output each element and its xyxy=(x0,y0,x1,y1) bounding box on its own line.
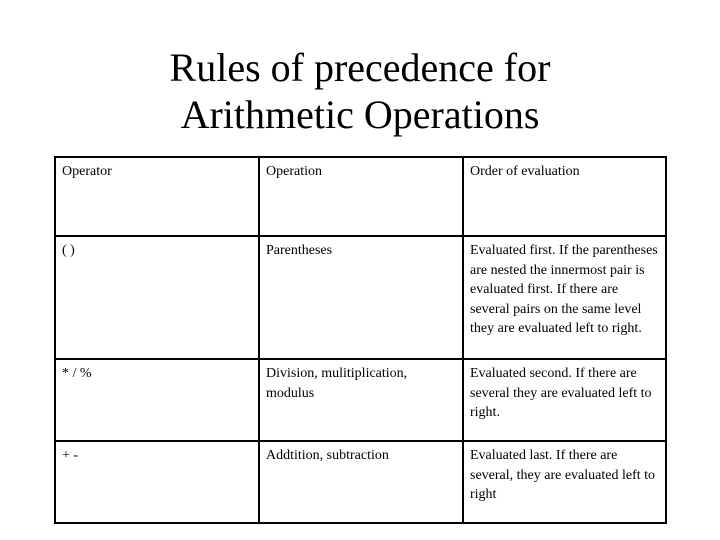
table-row xyxy=(55,236,666,359)
slide-title xyxy=(0,44,720,138)
order-cell: Evaluated last. If there are several, they are evaluated left to right xyxy=(463,441,666,523)
order-cell: Evaluated first. If the parentheses are nested the innermost pair is evaluated first. If there are several pairs on the same level they are evaluated left to right. xyxy=(463,236,666,359)
operator-cell: ( ) xyxy=(55,236,259,359)
header-operation: Operation xyxy=(259,157,463,236)
order-cell: Evaluated second. If there are several they are evaluated left to right. xyxy=(463,359,666,441)
table-row xyxy=(55,359,666,441)
table-row xyxy=(55,441,666,523)
operation-cell: Parentheses xyxy=(259,236,463,359)
operator-cell: * / % xyxy=(55,359,259,441)
title-line-2: Arithmetic Operations xyxy=(180,92,540,137)
title-line-1: Rules of precedence for xyxy=(169,45,551,90)
precedence-table xyxy=(54,156,667,524)
operation-cell: Division, mulitiplication, modulus xyxy=(259,359,463,441)
table-header-row xyxy=(55,157,666,236)
operator-cell: + - xyxy=(55,441,259,523)
header-operator: Operator xyxy=(55,157,259,236)
header-order: Order of evaluation xyxy=(463,157,666,236)
operation-cell: Addtition, subtraction xyxy=(259,441,463,523)
